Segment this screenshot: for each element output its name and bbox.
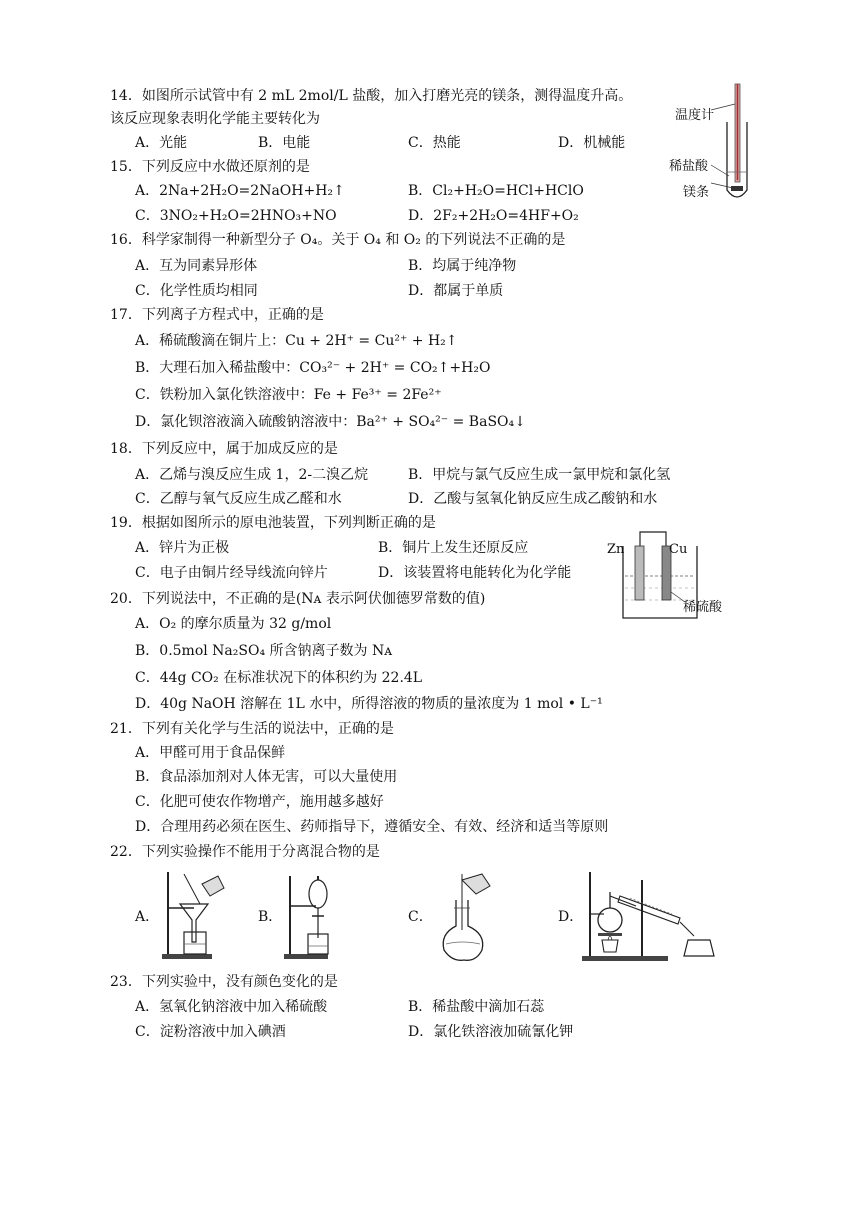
q18-stem: 18．下列反应中，属于加成反应的是 <box>110 441 338 457</box>
q19-stem: 19．根据如图所示的原电池装置，下列判断正确的是 <box>110 515 436 531</box>
q17-option-c: C．铁粉加入氯化铁溶液中：Fe + Fe³⁺ = 2Fe²⁺ <box>135 387 442 403</box>
q20-option-b: B．0.5mol Na₂SO₄ 所含钠离子数为 Nᴀ <box>135 643 393 659</box>
q21-stem: 21．下列有关化学与生活的说法中，正确的是 <box>110 721 394 737</box>
q21-option-b: B．食品添加剂对人体无害，可以大量使用 <box>135 769 398 785</box>
q23-stem: 23．下列实验中，没有颜色变化的是 <box>110 974 338 990</box>
q14-option-c: C．热能 <box>408 135 461 151</box>
q22-option-c: C． <box>408 909 433 925</box>
q16-option-b: B．均属于纯净物 <box>408 258 517 274</box>
q14-option-a: A．光能 <box>135 135 188 151</box>
q14-option-d: D．机械能 <box>558 135 626 151</box>
q15-option-c: C．3NO₂+H₂O=2HNO₃+NO <box>135 208 337 224</box>
q17-option-d: D．氯化钡溶液滴入硫酸钠溶液中：Ba²⁺ + SO₄²⁻ = BaSO₄↓ <box>135 414 526 430</box>
q22-option-d: D． <box>558 909 584 925</box>
copper-label: Cu <box>669 542 688 557</box>
q14-stem-line2: 该反应现象表明化学能主要转化为 <box>110 111 320 127</box>
q21-option-a: A．甲醛可用于食品保鲜 <box>135 745 286 761</box>
q23-option-c: C．淀粉溶液中加入碘酒 <box>135 1024 286 1040</box>
q18-option-b: B．甲烷与氯气反应生成一氯甲烷和氯化氢 <box>408 467 671 483</box>
q22-option-b: B． <box>258 909 283 925</box>
q17-option-a: A．稀硫酸滴在铜片上：Cu + 2H⁺ = Cu²⁺ + H₂↑ <box>135 333 458 349</box>
q16-option-d: D．都属于单质 <box>408 283 504 299</box>
q18-option-c: C．乙醇与氧气反应生成乙醛和水 <box>135 491 342 507</box>
q22-stem: 22．下列实验操作不能用于分离混合物的是 <box>110 844 380 860</box>
q21-option-d: D．合理用药必须在医生、药师指导下，遵循安全、有效、经济和适当等原则 <box>135 819 609 835</box>
q18-option-d: D．乙酸与氢氧化钠反应生成乙酸钠和水 <box>408 491 658 507</box>
test-tube-figure <box>665 82 765 207</box>
distillation-apparatus-figure <box>580 870 722 970</box>
q16-option-a: A．互为同素异形体 <box>135 258 258 274</box>
q16-stem: 16．科学家制得一种新型分子 O₄。关于 O₄ 和 O₂ 的下列说法不正确的是 <box>110 232 566 248</box>
q22-option-a: A． <box>135 909 160 925</box>
q23-option-d: D．氯化铁溶液加硫氰化钾 <box>408 1024 574 1040</box>
q21-option-c: C．化肥可使农作物增产，施用越多越好 <box>135 794 384 810</box>
thermometer-label: 温度计 <box>675 108 715 123</box>
separatory-funnel-figure <box>282 872 342 962</box>
q20-option-c: C．44g CO₂ 在标准状况下的体积约为 22.4L <box>135 670 423 686</box>
q17-option-b: B．大理石加入稀盐酸中：CO₃²⁻ + 2H⁺ = CO₂↑+H₂O <box>135 360 491 376</box>
magnesium-strip-label: 镁条 <box>683 185 710 200</box>
filtration-apparatus-figure <box>158 868 228 962</box>
q18-option-a: A．乙烯与溴反应生成 1，2-二溴乙烷 <box>135 467 369 483</box>
hydrochloric-acid-label: 稀盐酸 <box>669 159 709 174</box>
q17-stem: 17．下列离子方程式中，正确的是 <box>110 307 324 323</box>
q15-option-b: B．Cl₂+H₂O=HCl+HClO <box>408 183 584 199</box>
galvanic-cell-figure <box>605 526 735 626</box>
q16-option-c: C．化学性质均相同 <box>135 283 258 299</box>
q15-option-d: D．2F₂+2H₂O=4HF+O₂ <box>408 208 579 224</box>
q15-option-a: A．2Na+2H₂O=2NaOH+H₂↑ <box>135 183 345 199</box>
q23-option-a: A．氢氧化钠溶液中加入稀硫酸 <box>135 999 328 1015</box>
q14-stem-line1: 14．如图所示试管中有 2 mL 2mol/L 盐酸，加入打磨光亮的镁条，测得温度升高。 <box>110 88 633 104</box>
q14-option-b: B．电能 <box>258 135 311 151</box>
q20-stem: 20．下列说法中，不正确的是(Nᴀ 表示阿伏伽德罗常数的值) <box>110 591 486 607</box>
q19-option-a: A．锌片为正极 <box>135 540 230 556</box>
q20-option-d: D．40g NaOH 溶解在 1L 水中，所得溶液的物质的量浓度为 1 mol • L⁻¹ <box>135 696 603 712</box>
zinc-label: Zn <box>607 542 625 557</box>
q19-option-d: D．该装置将电能转化为化学能 <box>378 565 572 581</box>
q23-option-b: B．稀盐酸中滴加石蕊 <box>408 999 545 1015</box>
q20-option-a: A．O₂ 的摩尔质量为 32 g/mol <box>135 616 332 632</box>
dilute-sulfuric-acid-label: 稀硫酸 <box>683 600 723 615</box>
q19-option-b: B．铜片上发生还原反应 <box>378 540 529 556</box>
volumetric-flask-figure <box>432 870 492 964</box>
q15-stem: 15．下列反应中水做还原剂的是 <box>110 159 310 175</box>
q19-option-c: C．电子由铜片经导线流向锌片 <box>135 565 328 581</box>
